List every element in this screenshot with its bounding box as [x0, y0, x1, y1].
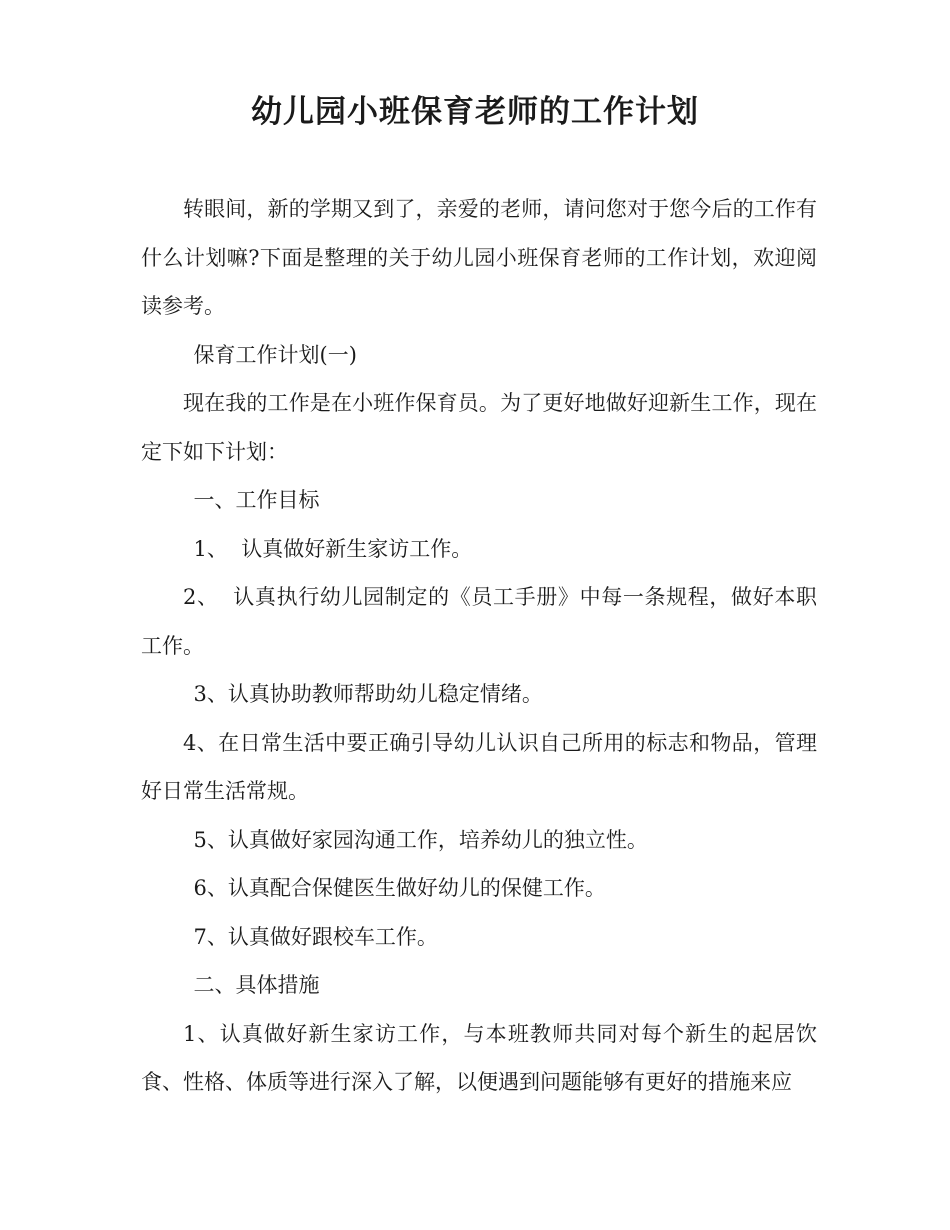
section-heading-goals: 一、工作目标 [193, 488, 320, 512]
plan-intro-paragraph: 现在我的工作是在小班作保育员。为了更好地做好迎新生工作，现在定下如下计划： [141, 391, 817, 464]
goal-item-2: 2、 认真执行幼儿园制定的《员工手册》中每一条规程，做好本职工作。 [141, 585, 817, 658]
section-heading-measures: 二、具体措施 [193, 973, 320, 997]
goal-item-7: 7、认真做好跟校车工作。 [193, 924, 438, 949]
goal-item-1: 1、 认真做好新生家访工作。 [193, 536, 473, 561]
measure-item-1: 1、认真做好新生家访工作，与本班教师共同对每个新生的起居饮食、性格、体质等进行深入了解，以便遇到问题能够有更好的措施来应 [141, 1021, 817, 1094]
section-heading-plan-one: 保育工作计划(一) [193, 342, 357, 367]
intro-paragraph: 转眼间，新的学期又到了，亲爱的老师，请问您对于您今后的工作有什么计划嘛?下面是整理的关于幼儿园小班保育老师的工作计划，欢迎阅读参考。 [141, 197, 817, 318]
document-body [141, 185, 817, 1107]
goal-item-3: 3、认真协助教师帮助幼儿稳定情绪。 [193, 682, 543, 706]
document-title: 幼儿园小班保育老师的工作计划 [251, 94, 699, 130]
goal-item-5: 5、认真做好家园沟通工作，培养幼儿的独立性。 [193, 827, 648, 852]
goal-item-4: 4、在日常生活中要正确引导幼儿认识自己所用的标志和物品，管理好日常生活常规。 [141, 730, 817, 803]
goal-item-6: 6、认真配合保健医生做好幼儿的保健工作。 [193, 876, 606, 900]
